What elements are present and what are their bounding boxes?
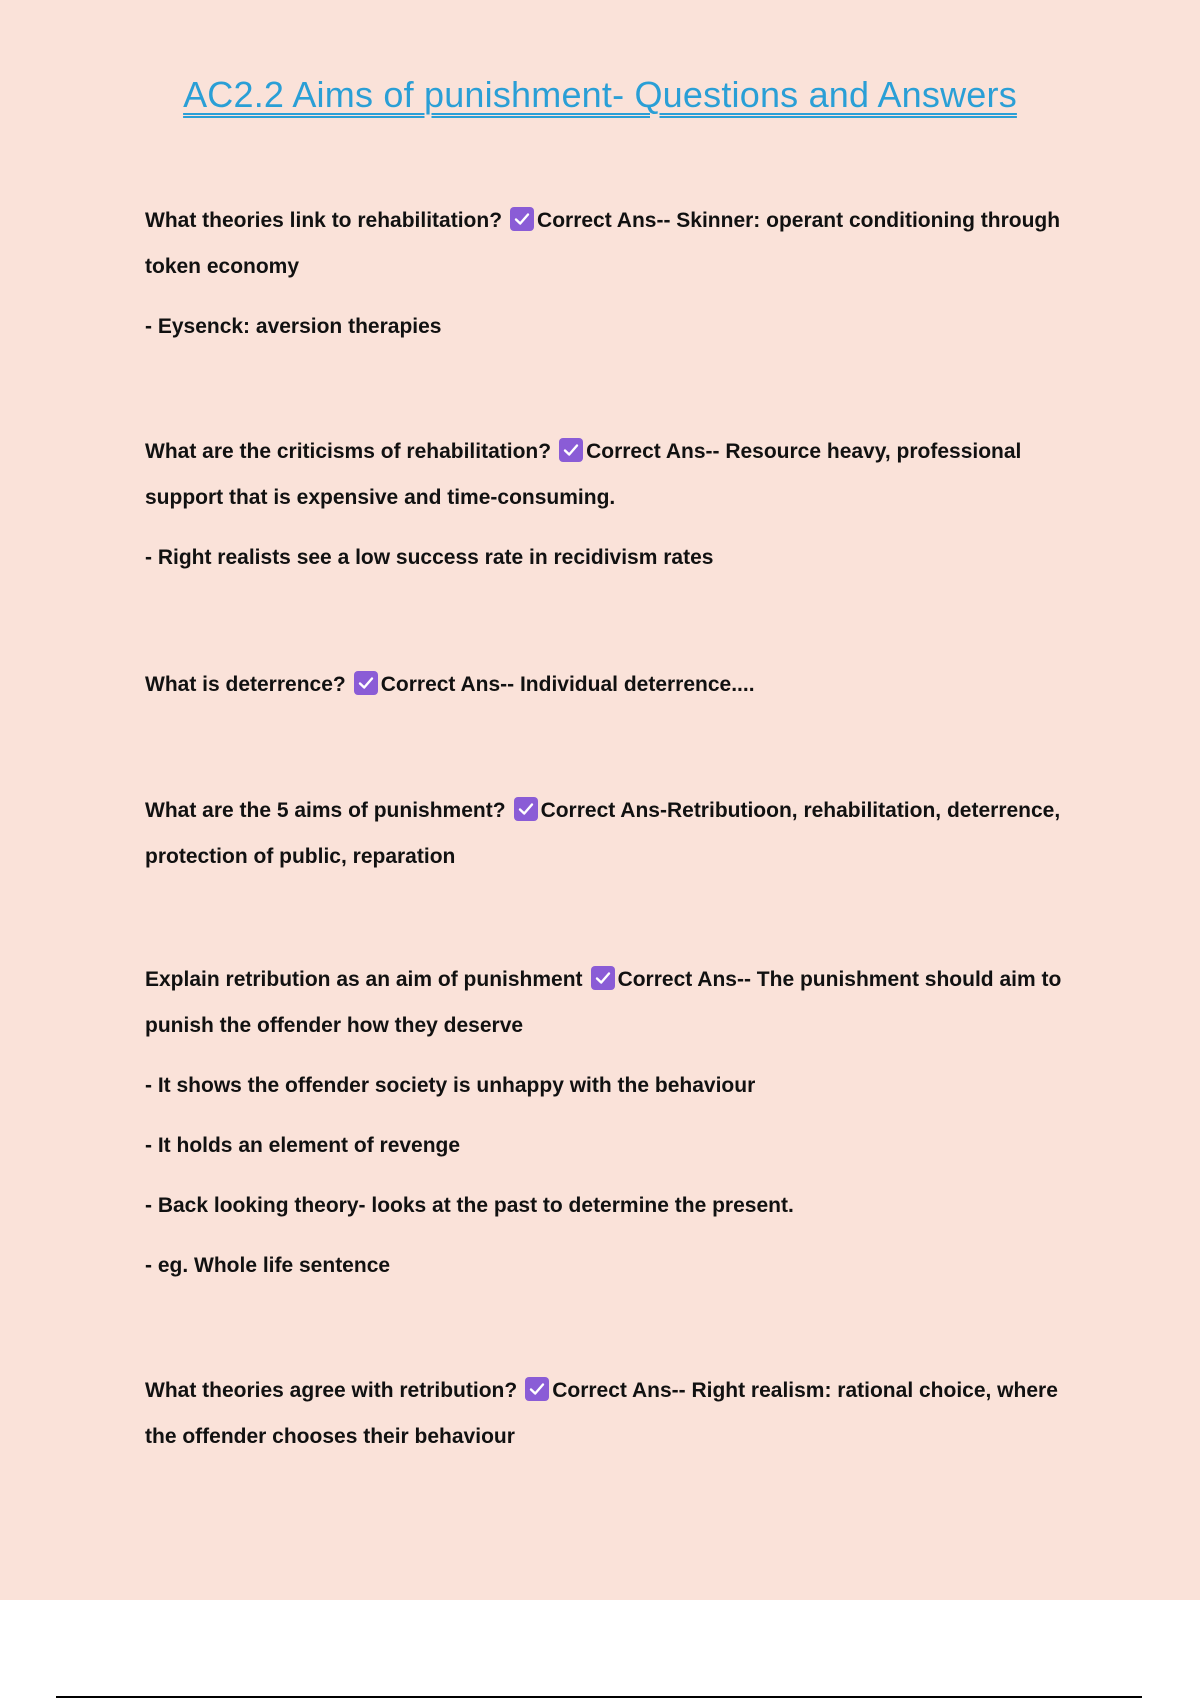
checkmark-icon: [510, 207, 534, 231]
detail-line: - Eysenck: aversion therapies: [145, 315, 442, 338]
qa-item: [145, 198, 1095, 350]
checkmark-icon: [525, 1377, 549, 1401]
question-text: What is deterrence?: [145, 673, 346, 696]
qa-item: [145, 957, 1095, 1289]
question-text: What are the 5 aims of punishment?: [145, 799, 506, 822]
qa-item: [145, 788, 1095, 880]
qa-question-answer: [145, 1368, 1095, 1460]
answer-text: Correct Ans-- Individual deterrence....: [380, 673, 755, 696]
checkmark-icon: [354, 671, 378, 695]
question-text: Explain retribution as an aim of punishment: [145, 968, 583, 991]
page-title: AC2.2 Aims of punishment- Questions and Answers: [183, 74, 1017, 115]
question-text: What theories link to rehabilitation?: [145, 209, 503, 232]
qa-question-answer: [145, 957, 1095, 1049]
footer-divider: [56, 1696, 1142, 1698]
checkmark-icon: [591, 966, 615, 990]
qa-item: [145, 662, 1095, 708]
qa-question-answer: [145, 788, 1095, 880]
answer-text: Correct Ans-Retributioon, rehabilitation, deterrence, protection of public, reparation: [145, 799, 1061, 868]
detail-line: - Back looking theory- looks at the past to determine the present.: [145, 1194, 794, 1217]
answer-text: Correct Ans-- Skinner: operant conditioning through token economy: [145, 209, 1061, 278]
detail-line: - It holds an element of revenge: [145, 1134, 461, 1157]
checkmark-icon: [514, 797, 538, 821]
qa-item: [145, 1368, 1095, 1460]
detail-line: - It shows the offender society is unhappy with the behaviour: [145, 1074, 756, 1097]
answer-text: Correct Ans-- Right realism: rational choice, where the offender chooses their behaviour: [145, 1379, 1058, 1448]
checkmark-icon: [559, 438, 583, 462]
question-text: What are the criticisms of rehabilitation?: [145, 440, 552, 463]
answer-text: Correct Ans-- The punishment should aim to punish the offender how they deserve: [145, 968, 1062, 1037]
qa-item: [145, 429, 1095, 581]
question-text: What theories agree with retribution?: [145, 1379, 518, 1402]
qa-question-answer: [145, 198, 1095, 290]
detail-line: - eg. Whole life sentence: [145, 1254, 391, 1277]
qa-question-answer: [145, 429, 1095, 521]
qa-question-answer: [145, 662, 1095, 708]
answer-text: Correct Ans-- Resource heavy, professional support that is expensive and time-consuming.: [145, 440, 1022, 509]
detail-line: - Right realists see a low success rate in recidivism rates: [145, 546, 714, 569]
